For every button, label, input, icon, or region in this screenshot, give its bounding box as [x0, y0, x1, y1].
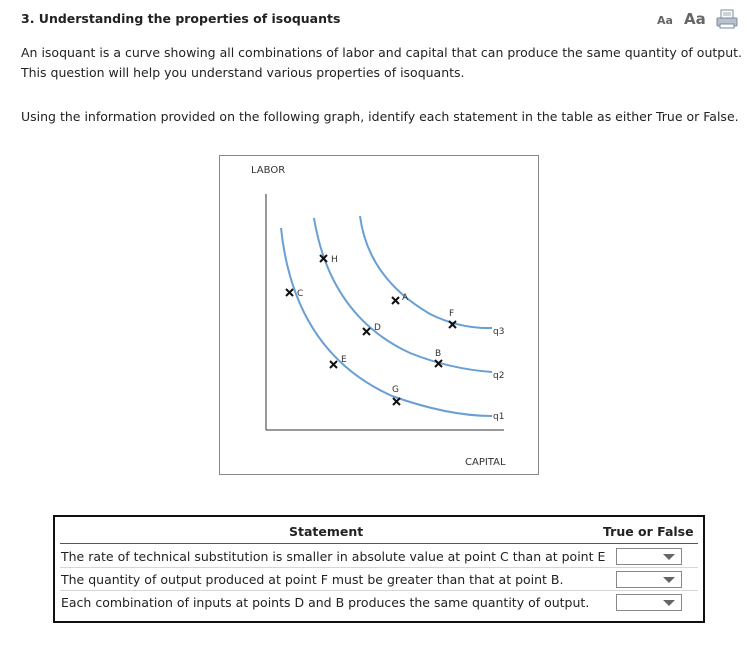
- print-icon[interactable]: [716, 9, 738, 29]
- point-c-marker: [286, 289, 293, 296]
- point-d-label: D: [374, 323, 381, 333]
- chevron-down-icon: [663, 600, 675, 606]
- point-a-label: A: [402, 293, 409, 303]
- y-axis-label: LABOR: [251, 165, 286, 176]
- q2-label: q2: [493, 371, 505, 381]
- point-d-marker: [363, 328, 370, 335]
- point-f-label: F: [449, 309, 455, 319]
- answer-dropdown-1[interactable]: [616, 548, 682, 565]
- statement-row-1: The rate of technical substitution is smaller in absolute value at point C than at point E: [61, 549, 606, 564]
- point-b-label: B: [435, 349, 442, 359]
- q3-label: q3: [493, 327, 505, 337]
- isoquant-q1: [281, 228, 492, 416]
- answer-dropdown-3[interactable]: [616, 594, 682, 611]
- point-a-marker: [392, 297, 399, 304]
- question-title: 3. Understanding the properties of isoquants: [21, 11, 341, 26]
- decrease-font-button[interactable]: Aa: [657, 14, 673, 27]
- statement-row-2: The quantity of output produced at point F must be greater than that at point B.: [61, 572, 564, 587]
- point-g-label: G: [392, 385, 399, 395]
- point-h-label: H: [331, 255, 338, 265]
- instruction-text: Using the information provided on the following graph, identify each statement in the table as either True or False.: [21, 109, 739, 124]
- statement-header: Statement: [289, 524, 364, 539]
- intro-paragraph: [21, 43, 742, 83]
- point-g-marker: [393, 398, 400, 405]
- increase-font-button[interactable]: Aa: [684, 10, 706, 28]
- q1-label: q1: [493, 412, 505, 422]
- header-divider: [60, 543, 698, 544]
- point-e-marker: [330, 361, 337, 368]
- point-e-label: E: [341, 355, 347, 365]
- row-divider: [60, 567, 698, 568]
- intro-line-2: This question will help you understand various properties of isoquants.: [21, 65, 465, 80]
- statement-row-3: Each combination of inputs at points D and B produces the same quantity of output.: [61, 595, 590, 610]
- statements-table: [53, 515, 705, 623]
- x-axis-label: CAPITAL: [465, 457, 506, 468]
- point-c-label: C: [297, 289, 304, 299]
- row-divider: [60, 590, 698, 591]
- chevron-down-icon: [663, 577, 675, 583]
- chevron-down-icon: [663, 554, 675, 560]
- isoquant-graph: [219, 155, 539, 475]
- isoquant-q3: [360, 216, 492, 328]
- intro-line-1: An isoquant is a curve showing all combinations of labor and capital that can produce the same quantity of output.: [21, 45, 743, 60]
- answer-dropdown-2[interactable]: [616, 571, 682, 588]
- true-false-header: True or False: [603, 524, 694, 539]
